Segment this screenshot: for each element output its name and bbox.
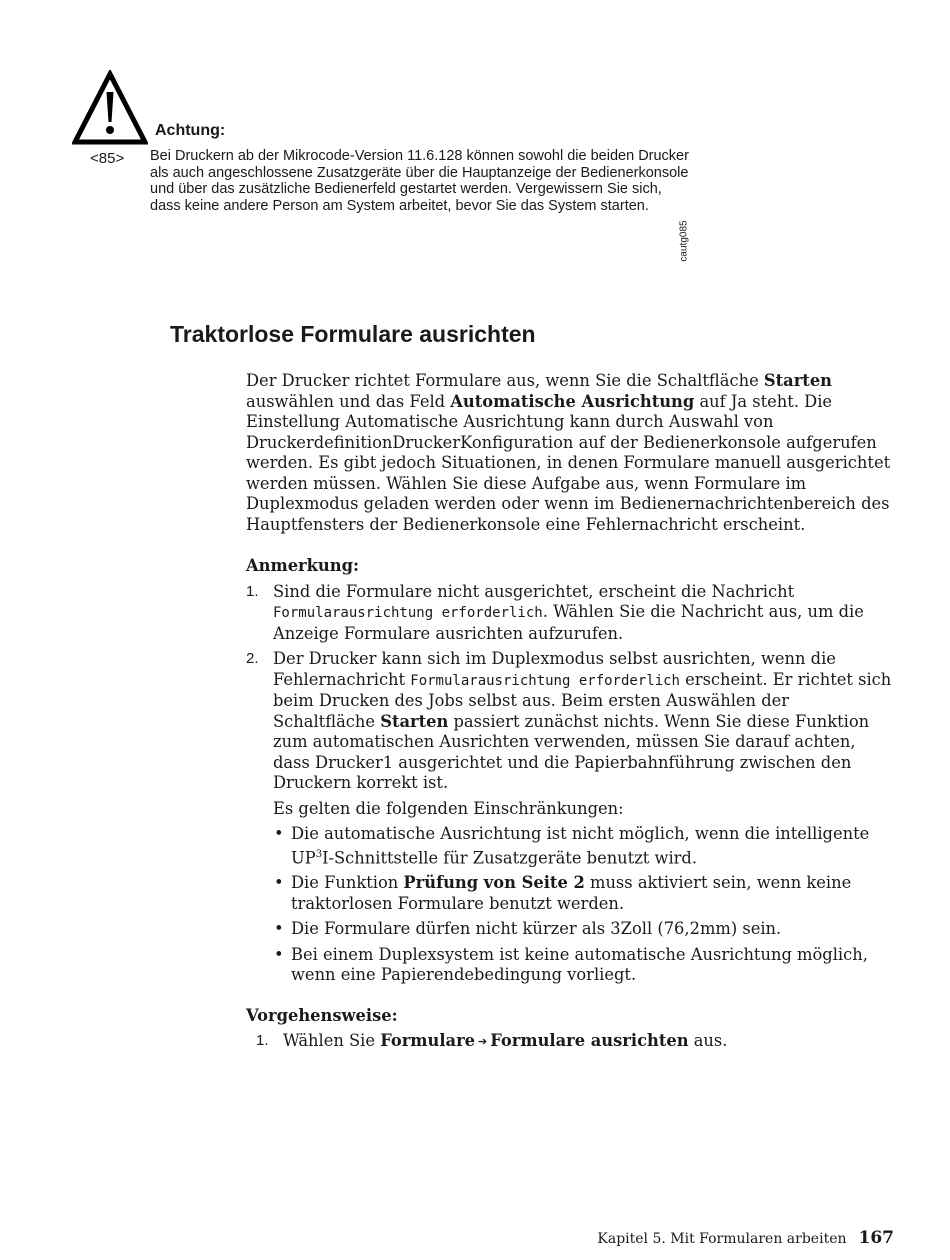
message-code: Formularausrichtung erforderlich [273, 605, 543, 621]
step-text: aus. [688, 1031, 728, 1051]
note-item-1 [246, 582, 896, 645]
restriction-text: I-Schnittstelle für Zusatzgeräte benutzt wird. [322, 847, 698, 867]
caution-text: Bei Druckern ab der Mikrocode-Version 11.6.128 können sowohl die beiden Drucker als auch angeschlossene Zusatzgeräte über die Hauptanzeige der Bedienerkonsole und über das zusätzliche Bedienerfeld gestartet werden. Vergewissern Sie sich, dass keine andere Person am System arbeitet, bevor Sie das System starten. [150, 148, 689, 214]
message-code: Formularausrichtung erforderlich [410, 672, 680, 689]
step-number: 1. [256, 1032, 269, 1050]
step-text: Wählen Sie [283, 1031, 381, 1051]
section-body [246, 371, 896, 1053]
restriction-text: Die Formulare dürfen nicht kürzer als 3Zoll (76,2mm) sein. [291, 919, 782, 939]
arrow-right-icon: ➔ [478, 1035, 488, 1049]
caution-reference-number: <85> [90, 150, 125, 167]
bullet-icon: • [274, 873, 284, 893]
note-number: 2. [246, 650, 259, 667]
procedure-step-1 [246, 1031, 896, 1053]
caution-code-label: cautg085 [678, 220, 690, 262]
menu-term-formulare-ausrichten: Formulare ausrichten [490, 1031, 689, 1051]
restriction-text: Die automatische Ausrichtung ist nicht möglich, wenn die intelligente UP [291, 824, 870, 867]
procedure-label: Vorgehensweise: [246, 1005, 398, 1025]
function-term: Prüfung von Seite 2 [403, 873, 585, 893]
chapter-title: Kapitel 5. Mit Formularen arbeiten [597, 1231, 847, 1247]
caution-title: Achtung: [155, 122, 226, 139]
starten-term: Starten [380, 711, 449, 731]
restrictions-intro: Es gelten die folgenden Einschränkungen: [273, 798, 624, 818]
note-text: Sind die Formulare nicht ausgerichtet, erscheint die Nachricht [273, 581, 795, 601]
intro-text-1: Der Drucker richtet Formulare aus, wenn Sie die Schaltfläche [246, 371, 764, 390]
superscript: 3 [315, 848, 323, 860]
note-text: . Wählen Sie die Nachricht aus, um die Anzeige Formulare ausrichten aufzurufen. [273, 602, 864, 643]
auto-align-field-term: Automatische Ausrichtung [450, 391, 695, 411]
bullet-icon: • [274, 824, 284, 843]
restrictions-list [273, 824, 896, 986]
note-number: 1. [246, 582, 259, 600]
warning-triangle-icon [72, 70, 148, 146]
note-text: Der Drucker kann sich im Duplexmodus selbst ausrichten, wenn die Fehlernachricht [273, 649, 836, 689]
intro-text-3: auf Ja steht. Die Einstellung Automatische Ausrichtung kann durch Auswahl von DruckerdefinitionDruckerKonfiguration auf der Bedienerkonsole aufgerufen werden. Es gibt jedoch Situationen, in denen Formulare manuell ausgerichtet werden müssen. Wählen Sie diese Aufgabe aus, wenn Formulare im Duplexmodus geladen werden oder wenn im Bedienernachrichtenbereich des Hauptfensters der Bedienerkonsole eine Fehlernachricht erscheint. [246, 391, 891, 534]
procedure-list [246, 1031, 896, 1053]
note-text: erscheint. Er richtet sich beim Drucken des Jobs selbst aus. Beim ersten Auswählen der Schaltfläche [273, 669, 892, 731]
caution-code [677, 218, 691, 264]
restriction-text: Die Funktion [291, 873, 404, 893]
restriction-text: Bei einem Duplexsystem ist keine automatische Ausrichtung möglich, wenn eine Papierendebedingung vorliegt. [291, 944, 868, 985]
restriction-item [273, 945, 896, 986]
note-label: Anmerkung: [246, 556, 359, 575]
page-number: 167 [858, 1228, 894, 1248]
section-title: Traktorlose Formulare ausrichten [170, 321, 536, 347]
restriction-item [273, 824, 896, 868]
restriction-item [273, 919, 896, 940]
restriction-text: muss aktiviert sein, wenn keine traktorlosen Formulare benutzt werden. [291, 873, 852, 913]
bullet-icon: • [274, 944, 284, 964]
intro-paragraph [246, 371, 896, 535]
intro-text-2: auswählen und das Feld [246, 391, 451, 411]
note-text: passiert zunächst nichts. Wenn Sie diese Funktion zum automatischen Ausrichten verwenden, müssen Sie darauf achten, dass Drucker1 ausgerichtet und die Papierbahnführung zwischen den Druckern korrekt ist. [273, 711, 870, 792]
restriction-item [273, 873, 896, 914]
note-item-2 [246, 649, 896, 986]
menu-term-formulare: Formulare [380, 1031, 476, 1051]
page-footer [597, 1228, 894, 1248]
notes-list [246, 582, 896, 986]
starten-term: Starten [763, 371, 833, 390]
bullet-icon: • [274, 919, 284, 939]
